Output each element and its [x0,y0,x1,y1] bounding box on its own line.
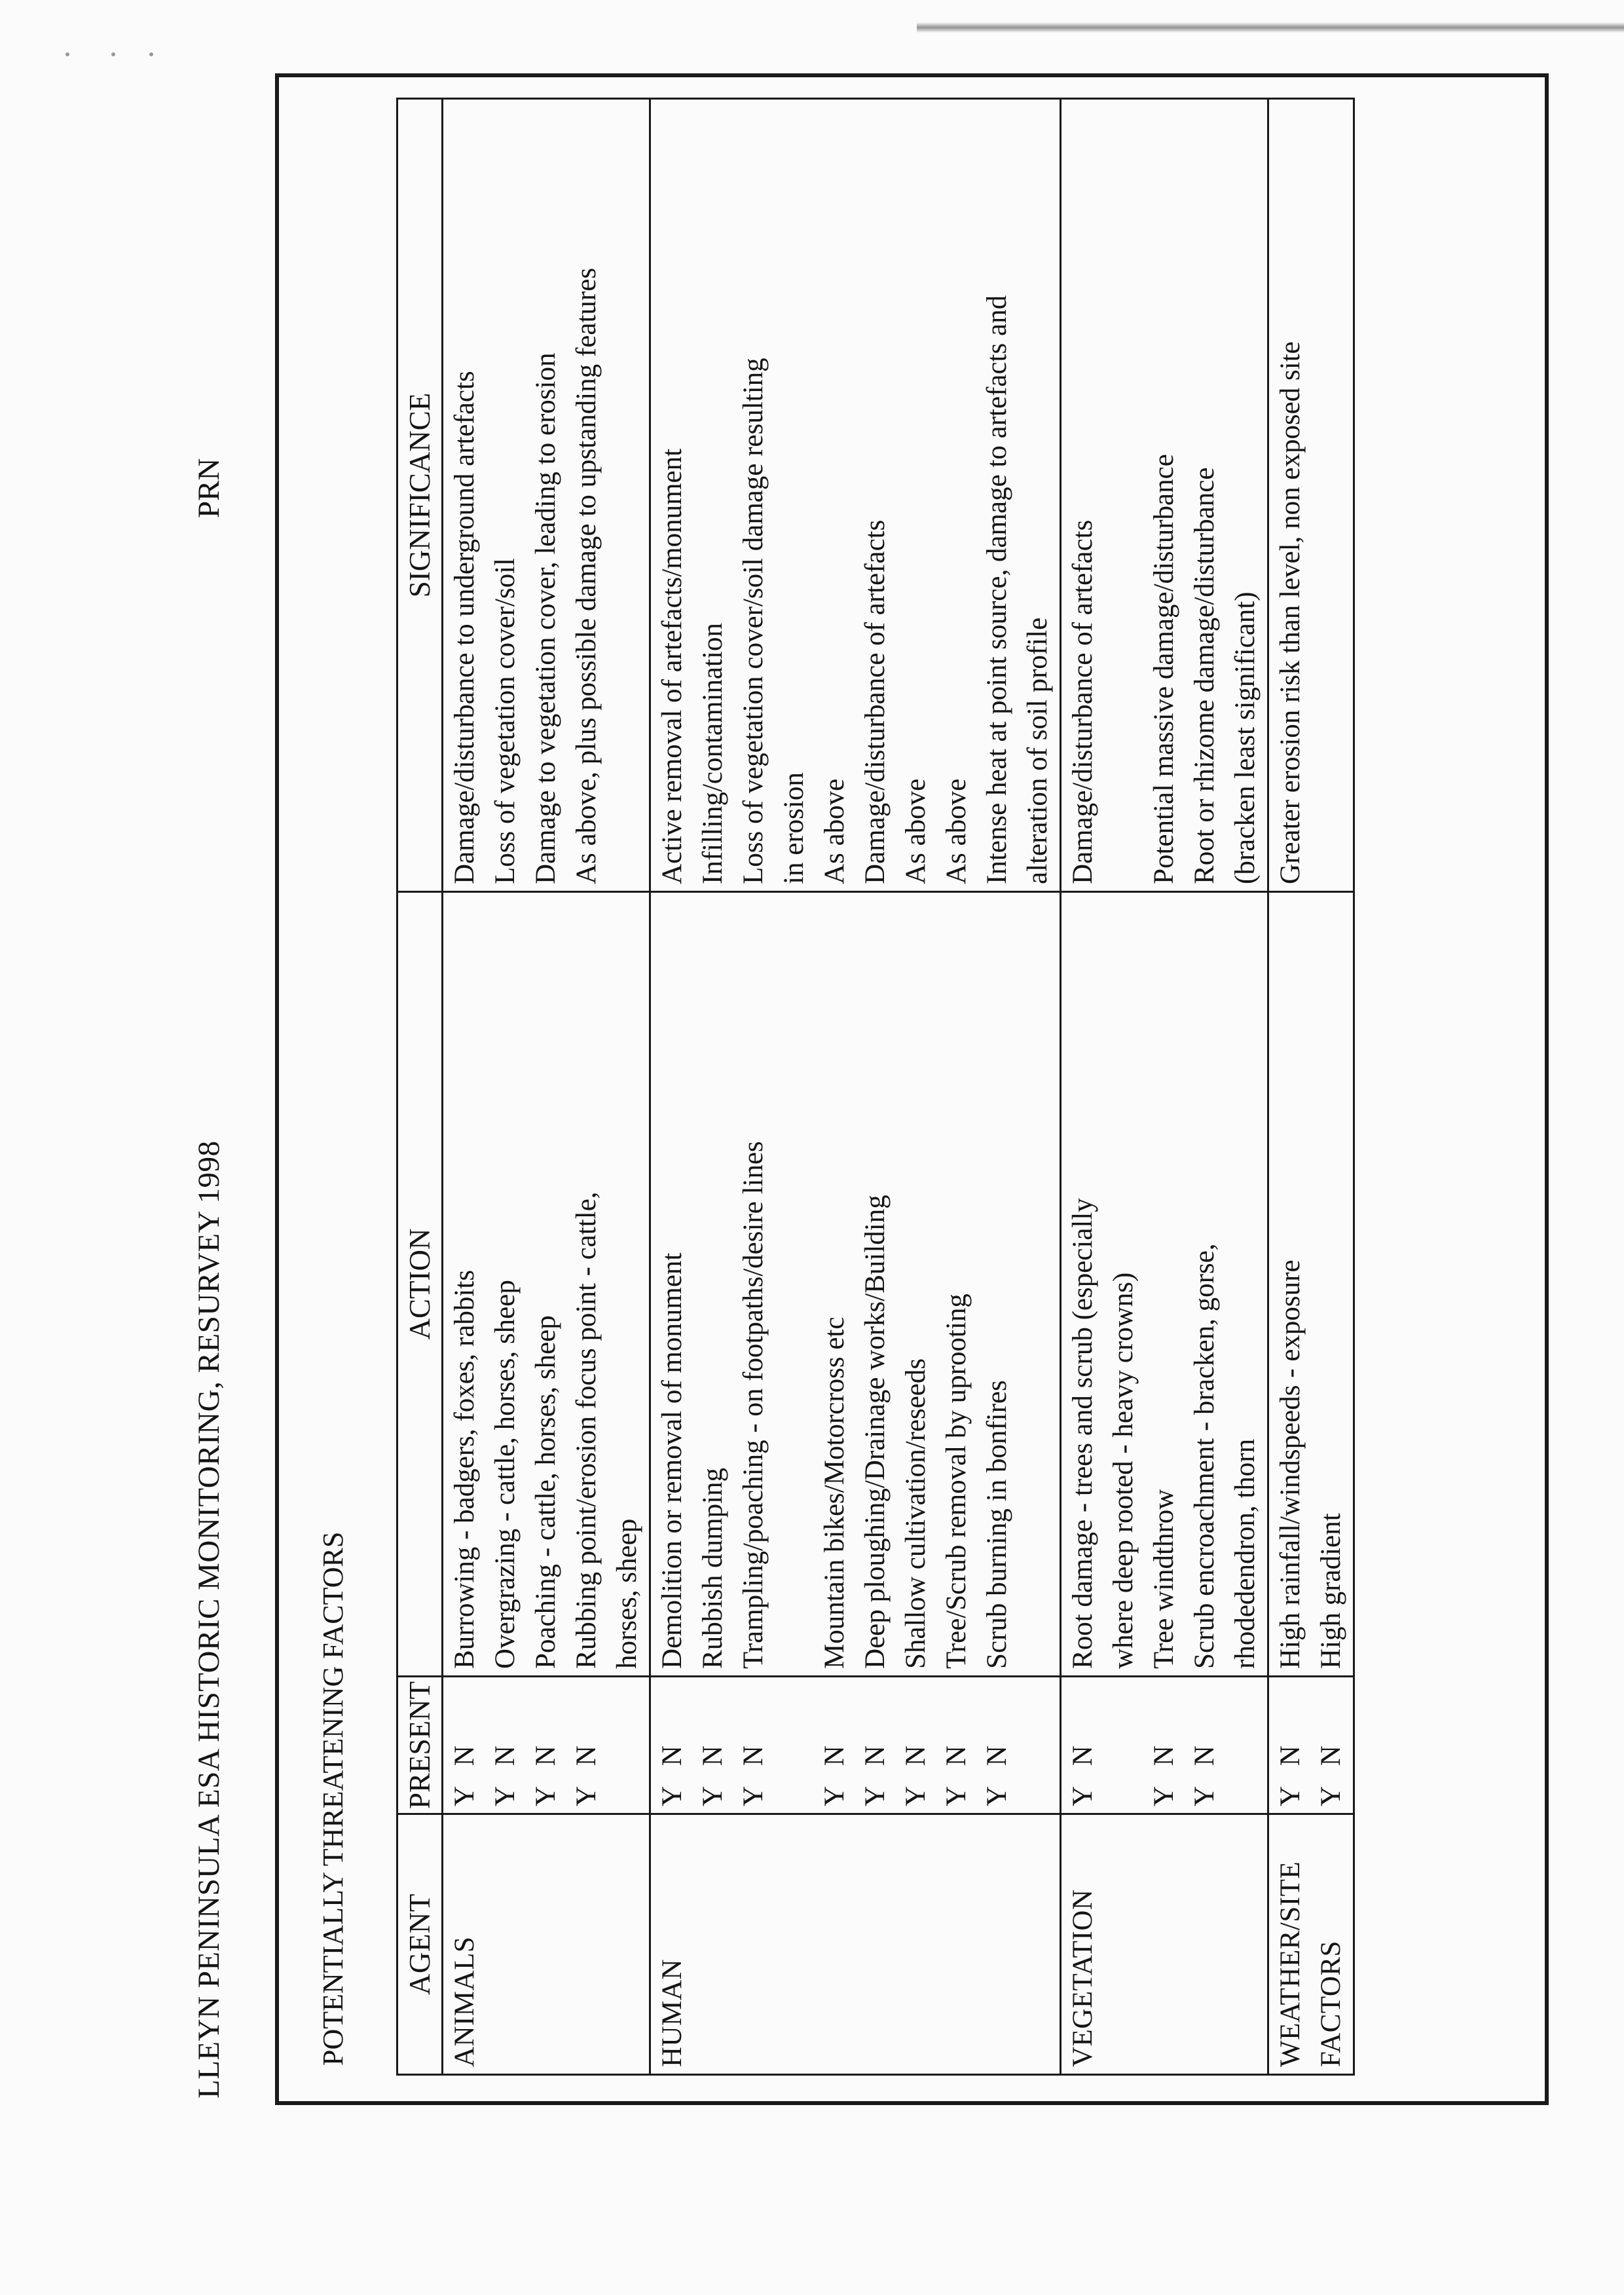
significance-item: Root or rhizome damage/disturbance [1189,467,1220,884]
action-weather-site [1268,891,1354,1676]
present-vegetation [1061,1676,1268,1814]
agent-label: HUMAN [657,1959,688,2067]
agent-human [650,1814,1061,2075]
agent-label: FACTORS [1316,1940,1346,2067]
significance-human [650,99,1061,892]
action-item: High gradient [1316,1513,1346,1669]
action-item: where deep rooted - heavy crowns) [1108,1272,1139,1669]
action-item: Burrowing - badgers, foxes, rabbits [449,1269,480,1669]
section-title: POTENTIALLY THREATENING FACTORS [317,1531,349,2066]
present-spacer [1103,1684,1144,1806]
present-value: Y N [860,1745,891,1806]
significance-item: Intense heat at point source, damage to artefacts and [982,295,1012,884]
significance-item: As above [941,778,972,884]
action-item: Tree/Scrub removal by uprooting [941,1294,972,1669]
present-human [650,1676,1061,1814]
significance-item: Loss of vegetation cover/soil damage resulting [738,358,769,884]
present-spacer [774,1684,815,1806]
present-animals [443,1676,650,1814]
significance-item: Damage to vegetation cover, leading to erosion [530,352,561,884]
significance-weather-site [1268,99,1354,892]
present-value: Y N [1275,1745,1306,1806]
present-value: Y N [490,1745,521,1806]
action-item: Demolition or removal of monument [657,1252,688,1669]
action-item: horses, sheep [612,1518,642,1669]
present-value: Y N [449,1745,480,1806]
present-value: Y N [819,1745,850,1806]
agent-animals [443,1814,650,2075]
significance-vegetation [1061,99,1268,892]
present-value: Y N [571,1745,602,1806]
action-item: Poaching - cattle, horses, sheep [530,1315,561,1669]
significance-item: in erosion [779,772,809,884]
table-row-animals [443,99,650,2075]
action-item: High rainfall/windspeeds - exposure [1275,1259,1306,1669]
table-header-row [397,99,443,2075]
significance-item: Loss of vegetation cover/soil [490,558,521,884]
present-weather-site [1268,1676,1354,1814]
action-spacer [774,899,815,1669]
present-value: Y N [1316,1745,1346,1806]
action-item: Scrub encroachment - bracken, gorse, [1189,1243,1220,1669]
action-item: Deep ploughing/Drainage works/Building [860,1195,891,1669]
action-item: Tree windthrow [1149,1489,1179,1669]
action-item: rhodedendron, thorn [1230,1438,1261,1669]
present-value: Y N [941,1745,972,1806]
action-item: Mountain bikes/Motorcross etc [819,1316,850,1669]
significance-animals [443,99,650,892]
significance-item: Damage/disturbance to underground artefacts [449,371,480,884]
significance-item: As above [900,778,931,884]
present-value: Y N [530,1745,561,1806]
significance-spacer [1103,106,1144,884]
present-value: Y N [982,1745,1012,1806]
table-row-vegetation [1061,99,1268,2075]
table-row-weather-site [1268,99,1354,2075]
document-title: LLEYN PENINSULA ESA HISTORIC MONITORING, RESURVEY 1998 [192,1140,226,2099]
prn-label: PRN [192,458,226,518]
present-value: Y N [1067,1745,1098,1806]
significance-item: Greater erosion risk than level, non exposed site [1275,341,1306,884]
threatening-factors-table [396,98,1355,2076]
significance-item: Potential massive damage/disturbance [1149,454,1179,884]
significance-item: Active removal of artefacts/monument [657,448,688,884]
present-value: Y N [900,1745,931,1806]
header-present: PRESENT [397,1676,443,1814]
table-row-human [650,99,1061,2075]
present-value: Y N [657,1745,688,1806]
present-value: Y N [738,1745,769,1806]
header-agent: AGENT [397,1814,443,2075]
action-item: Trampling/poaching - on footpaths/desire lines [738,1141,769,1669]
significance-item: As above [819,778,850,884]
significance-item: Damage/disturbance of artefacts [1067,519,1098,884]
agent-vegetation [1061,1814,1268,2075]
present-value: Y N [1189,1745,1220,1806]
action-item: Overgrazing - cattle, horses, sheep [490,1280,521,1669]
action-item: Rubbish dumping [697,1467,728,1669]
agent-label: VEGETATION [1067,1889,1098,2067]
action-animals [443,891,650,1676]
action-item: Rubbing point/erosion focus point - cattle, [571,1191,602,1669]
significance-item: (bracken least significant) [1230,591,1261,884]
significance-item: Damage/disturbance of artefacts [860,519,891,884]
action-item: Scrub burning in bonfires [982,1380,1012,1669]
action-vegetation [1061,891,1268,1676]
significance-item: alteration of soil profile [1022,617,1053,884]
agent-weather-site [1268,1814,1354,2075]
significance-item: Infilling/contamination [697,623,728,884]
header-significance: SIGNIFICANCE [397,99,443,892]
header-action: ACTION [397,891,443,1676]
present-value: Y N [697,1745,728,1806]
agent-label: ANIMALS [449,1936,480,2067]
action-human [650,891,1061,1676]
action-item: Root damage - trees and scrub (especially [1067,1198,1098,1669]
present-value: Y N [1149,1745,1179,1806]
significance-item: As above, plus possible damage to upstanding features [571,267,602,884]
action-item: Shallow cultivation/reseeds [900,1358,931,1669]
agent-label: WEATHER/SITE [1275,1861,1306,2067]
